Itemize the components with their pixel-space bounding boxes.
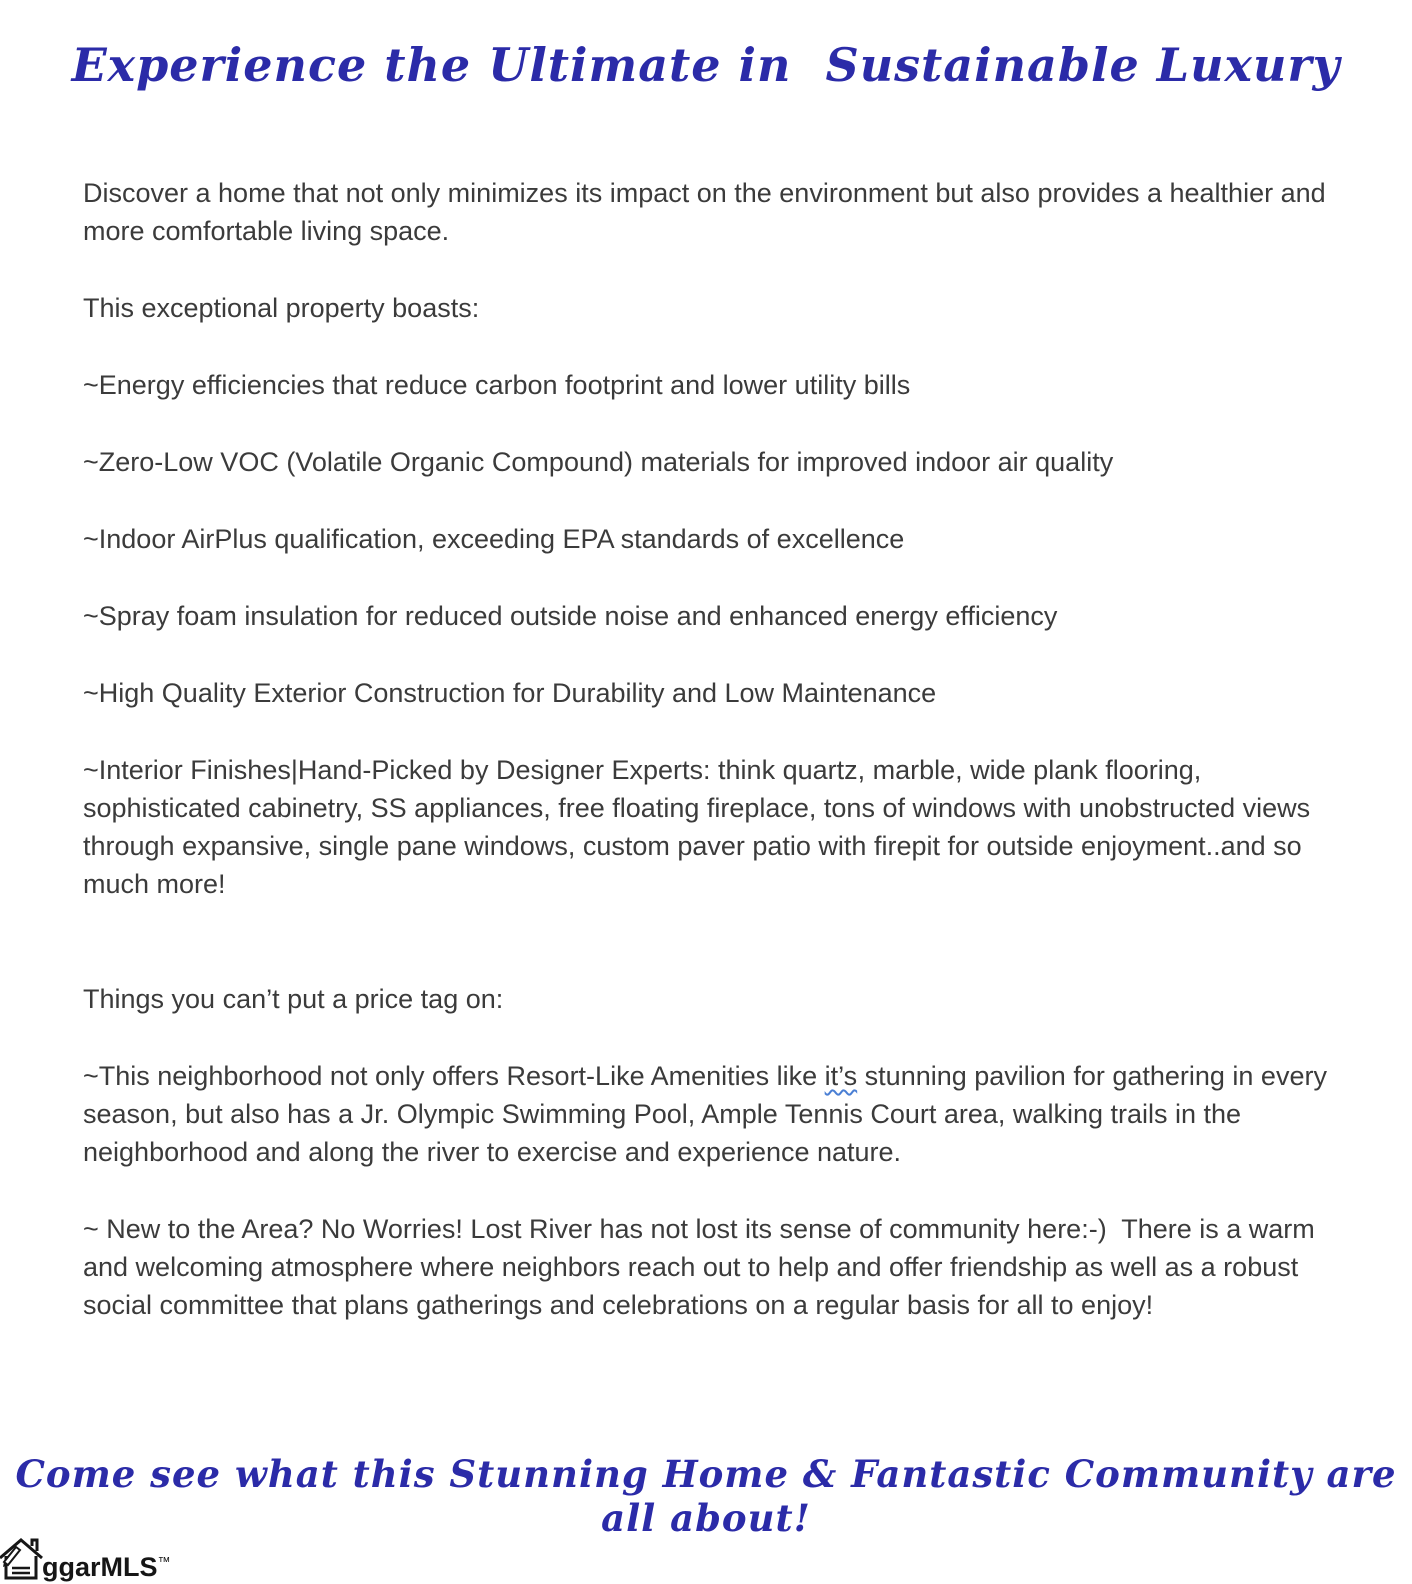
- mls-logo: [0, 1534, 171, 1582]
- paragraph-boasts-heading: This exceptional property boasts:: [83, 293, 480, 323]
- logo-text: ggarMLS: [42, 1552, 158, 1582]
- bullet-energy-efficiencies: ~Energy efficiencies that reduce carbon footprint and lower utility bills: [83, 370, 911, 400]
- neighborhood-text-after: stunning pavilion for gathering in every season, but also has a Jr. Olympic Swimming Pool, Ample Tennis Court area, walking trails in the neighborhood and along the river to exercise and experience nature.: [83, 1061, 1335, 1167]
- house-icon: [0, 1534, 48, 1582]
- neighborhood-text-before: ~This neighborhood not only offers Resort-Like Amenities like: [83, 1061, 825, 1091]
- paragraph-intro: Discover a home that not only minimizes its impact on the environment but also provides a healthier and more comfortable living space.: [83, 178, 1334, 246]
- paragraph-price-tag-heading: Things you can’t put a price tag on:: [83, 984, 504, 1014]
- bullet-spray-foam: ~Spray foam insulation for reduced outside noise and enhanced energy efficiency: [83, 601, 1058, 631]
- bullet-indoor-airplus: ~Indoor AirPlus qualification, exceeding EPA standards of excellence: [83, 524, 905, 554]
- bullet-zero-low-voc: ~Zero-Low VOC (Volatile Organic Compound) materials for improved indoor air quality: [83, 447, 1114, 477]
- closing-tagline: Come see what this Stunning Home & Fantastic Community are all about!: [15, 1452, 1411, 1540]
- logo-trademark: ™: [157, 1554, 171, 1569]
- bullet-exterior-construction: ~High Quality Exterior Construction for Durability and Low Maintenance: [83, 678, 937, 708]
- grammar-flagged-word: it’s: [824, 1061, 858, 1091]
- document-body: [83, 174, 1335, 1324]
- paragraph-new-to-area: ~ New to the Area? No Worries! Lost River has not lost its sense of community here:-) There is a warm and welcoming atmosphere where neighbors reach out to help and offer friendship as well as a robust social committee that plans gatherings and celebrations on a regular basis for all to enjoy!: [83, 1214, 1323, 1320]
- paragraph-neighborhood-amenities: [83, 1057, 1335, 1171]
- bullet-interior-finishes: ~Interior Finishes|Hand-Picked by Designer Experts: think quartz, marble, wide plank flooring, sophisticated cabinetry, SS appliances, free floating fireplace, tons of windows with unobstructed views through expansive, single pane windows, custom paver patio with firepit for outside enjoyment..and so much more!: [83, 755, 1318, 899]
- page-title: Experience the Ultimate in Sustainable Luxury: [71, 38, 1341, 92]
